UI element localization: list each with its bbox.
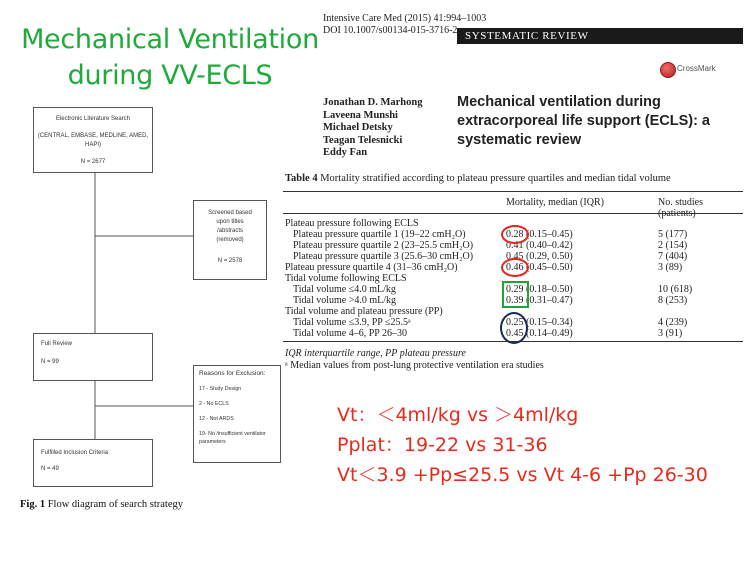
table-cell-label: Plateau pressure following ECLS (285, 218, 419, 229)
author: Jonathan D. Marhong (323, 97, 423, 108)
table-rule-top (283, 191, 743, 192)
crossmark-label: CrossMark (677, 64, 716, 73)
table-cell-mortality: 0.41 (0.40–0.42) (506, 240, 573, 251)
table-cell-label: Plateau pressure quartile 4 (31–36 cmH₂O) (285, 262, 458, 273)
table-cell-label: Plateau pressure quartile 3 (25.6–30 cmH₂O) (293, 251, 474, 262)
flow-box-databases: (CENTRAL, EMBASE, MEDLINE, AMED, HAPI) (37, 133, 149, 148)
table-cell-label: Tidal volume ≤3.9, PP ≤25.5ᵃ (293, 317, 411, 328)
highlight-oval-quartile1 (501, 225, 529, 244)
table-cell-label: Plateau pressure quartile 2 (23–25.5 cmH₂O) (293, 240, 474, 251)
figure-caption-text: Flow diagram of search strategy (47, 499, 184, 510)
flow-box-line: /abstracts (216, 228, 243, 234)
table-cell-studies: 10 (618) (658, 284, 693, 295)
author: Eddy Fan (323, 147, 368, 158)
table-cell-label: Plateau pressure quartile 1 (19–22 cmH₂O) (293, 229, 466, 240)
table-cell-label: Tidal volume following ECLS (285, 273, 407, 284)
crossmark-logo (660, 62, 730, 92)
table-header-mortality: Mortality, median (IQR) (506, 197, 604, 208)
flow-box-title: Fulfilled Inclusion Criteria (41, 450, 109, 456)
flow-box-title: Electronic Literature Search (55, 116, 131, 122)
exclusion-reason: 17 - Study Design (199, 386, 242, 392)
flow-box-line: (removed) (216, 237, 244, 243)
exclusion-reason: 19- No /insufficient ventilator (199, 431, 266, 437)
crossmark-icon (660, 62, 676, 78)
figure-caption-label: Fig. 1 (20, 499, 46, 510)
flow-box-line: Screened based (208, 210, 252, 216)
author-list (323, 97, 422, 160)
flow-box-inclusion (33, 439, 153, 487)
table-cell-mortality: 0.29 (0.18–0.50) (506, 284, 573, 295)
table-cell-label: Tidal volume 4–6, PP 26–30 (293, 328, 407, 339)
journal-doi: DOI 10.1007/s00134-015-3716-2 (323, 25, 458, 36)
journal-line1: Intensive Care Med (2015) 41:994–1003 (323, 13, 487, 24)
table-cell-studies: 3 (89) (658, 262, 683, 273)
table-cell-studies: 7 (404) (658, 251, 688, 262)
callout-combined: Vt＜3.9 +Pp≤25.5 vs Vt 4-6 +Pp 26-30 (337, 464, 708, 486)
flow-box-screened (193, 200, 267, 280)
table-footnote-a: ᵃ Median values from post-lung protective ventilation era studies (285, 360, 544, 371)
table-cell-studies: 3 (91) (658, 328, 683, 339)
table-cell-mortality: 0.28 (0.15–0.45) (506, 229, 573, 240)
flow-box-full-review (33, 333, 153, 381)
slide-title-line2: during VV-ECLS (67, 60, 273, 91)
table-cell-studies: 8 (253) (658, 295, 688, 306)
flow-box-exclusion-reasons (193, 365, 281, 463)
article-type-banner: SYSTEMATIC REVIEW (457, 28, 743, 44)
flow-box-title: Full Review (41, 341, 73, 347)
table-header-studies: No. studies (patients) (658, 197, 703, 219)
comparison-callouts (337, 400, 708, 490)
table-cell-label: Tidal volume and plateau pressure (PP) (285, 306, 443, 317)
flow-box-count: N = 2578 (217, 258, 243, 264)
highlight-oval-quartile4 (501, 258, 529, 277)
table-cell-mortality: 0.45 (0.29, 0.50) (506, 251, 573, 262)
flow-box-literature-search (33, 107, 153, 173)
table-cell-mortality: 0.39 (0.31–0.47) (506, 295, 573, 306)
exclusion-reason: 2 - No ECLS (199, 401, 229, 407)
exclusion-reason: 12 - Not ARDS (199, 416, 234, 422)
figure-caption (20, 499, 183, 510)
table-cell-studies: 2 (154) (658, 240, 688, 251)
table-caption (285, 173, 671, 184)
table-footnote-abbrev: IQR interquartile range, PP plateau pressure (285, 348, 466, 359)
paper-title: Mechanical ventilation during extracorporeal life support (ECLS): a systematic review (457, 94, 710, 148)
slide-title-line1: Mechanical Ventilation (21, 24, 319, 55)
table-cell-label: Tidal volume ≤4.0 mL/kg (293, 284, 396, 295)
table-rule-header (283, 213, 743, 214)
callout-plateau-pressure: Pplat：19-22 vs 31-36 (337, 434, 548, 456)
flow-box-count: N = 2677 (80, 159, 106, 165)
flow-box-line: upon titles (216, 219, 244, 225)
table-caption-text: Mortality stratified according to plateau pressure quartiles and median tidal volume (320, 173, 671, 184)
author: Laveena Munshi (323, 109, 398, 121)
flow-box-title: Reasons for Exclusion: (199, 370, 266, 377)
highlight-oval-combined (500, 312, 528, 344)
table-cell-mortality: 0.25 (0.15–0.34) (506, 317, 573, 328)
table-cell-label: Tidal volume >4.0 mL/kg (293, 295, 397, 306)
table-cell-studies: 4 (239) (658, 317, 688, 328)
flow-box-count: N = 99 (41, 359, 59, 365)
author: Michael Detsky (323, 122, 393, 133)
table-cell-mortality: 0.45 (0.14–0.49) (506, 328, 573, 339)
table-cell-studies: 5 (177) (658, 229, 688, 240)
table-cell-mortality: 0.46 (0.45–0.50) (506, 262, 573, 273)
exclusion-reason: parameters (199, 439, 226, 445)
callout-tidal-volume: Vt：＜4ml/kg vs ＞4ml/kg (337, 404, 579, 426)
highlight-box-tidal-volume (502, 281, 529, 308)
table-caption-label: Table 4 (285, 173, 318, 184)
author: Teagan Telesnicki (323, 134, 403, 146)
flow-diagram (0, 0, 300, 563)
flow-box-count: N = 49 (41, 466, 59, 472)
